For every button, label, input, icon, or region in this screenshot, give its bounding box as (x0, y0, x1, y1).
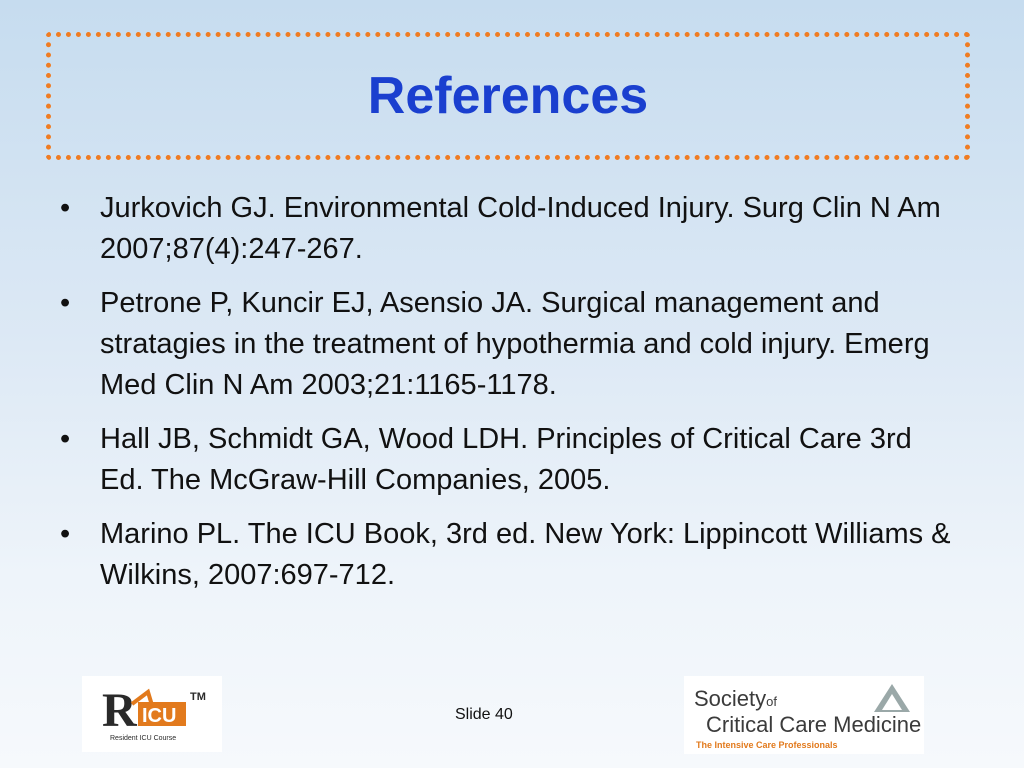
sccm-line1: Societyof (694, 686, 777, 711)
bullet-icon: • (60, 287, 71, 319)
reference-text: Petrone P, Kuncir EJ, Asensio JA. Surgical management and stratagies in the treatment of hypothermia and cold injury. Emerg Med Clin N Am 2003;21:1165-1178. (100, 287, 930, 401)
reference-item (56, 283, 956, 406)
references-list (56, 188, 956, 609)
ricu-subtitle: Resident ICU Course (110, 735, 177, 742)
bullet-icon: • (60, 423, 71, 455)
reference-text: Jurkovich GJ. Environmental Cold-Induced Injury. Surg Clin N Am 2007;87(4):247-267. (100, 192, 941, 265)
reference-text: Marino PL. The ICU Book, 3rd ed. New York: Lippincott Williams & Wilkins, 2007:697-712. (100, 518, 951, 591)
reference-text: Hall JB, Schmidt GA, Wood LDH. Principles of Critical Care 3rd Ed. The McGraw-Hill Companies, 2005. (100, 423, 912, 496)
bullet-icon: • (60, 518, 71, 550)
reference-item (56, 188, 956, 270)
sccm-line2: Critical Care Medicine (706, 712, 922, 737)
triangle-icon (872, 682, 912, 714)
ricu-logo (102, 682, 212, 746)
slide-number: Slide 40 (455, 706, 513, 723)
svg-text:ICU: ICU (142, 705, 177, 727)
reference-item (56, 514, 956, 596)
trademark: TM (190, 691, 206, 703)
svg-text:R: R (102, 684, 137, 737)
ricu-logo-panel (82, 676, 222, 752)
slide-title: References (367, 67, 649, 125)
sccm-logo-panel (684, 676, 924, 754)
title-frame (46, 32, 970, 160)
sccm-tagline: The Intensive Care Professionals (696, 740, 838, 750)
reference-item (56, 419, 956, 501)
bullet-icon: • (60, 192, 71, 224)
